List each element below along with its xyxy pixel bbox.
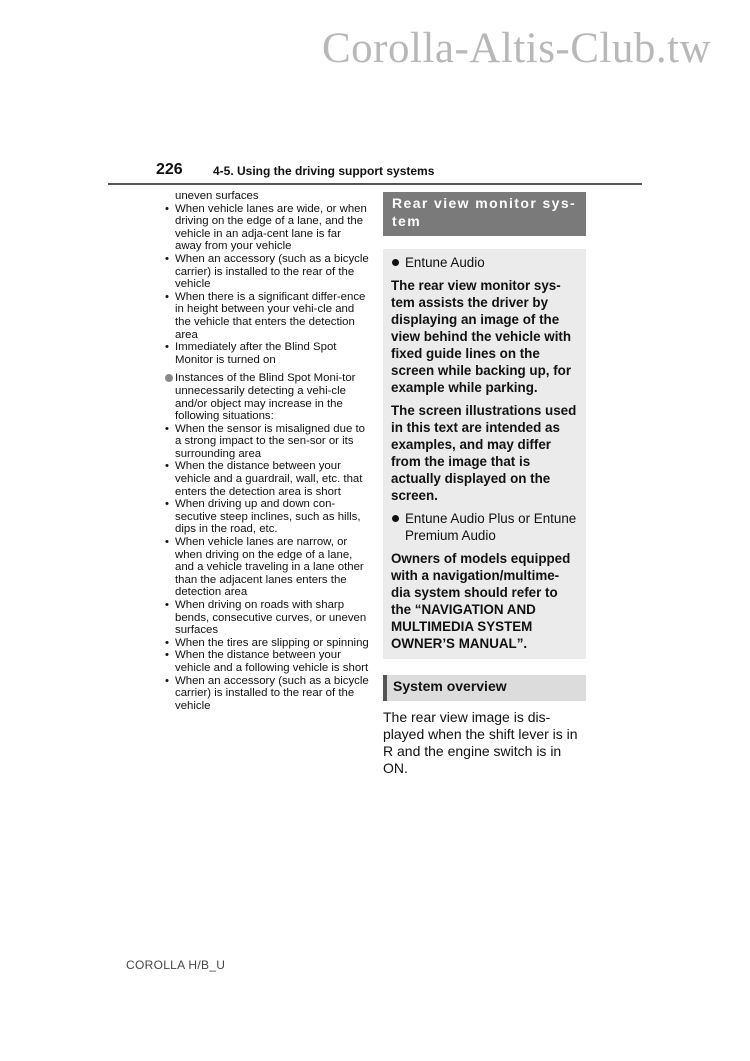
list-item: • When vehicle lanes are wide, or when driving on the edge of a lane, and the vehicle in an adja-cent lane is far away from your vehicle	[164, 203, 370, 253]
right-column	[383, 192, 586, 777]
list-item: • Immediately after the Blind Spot Monitor is turned on	[164, 341, 370, 366]
watermark: Corolla-Altis-Club.tw	[322, 25, 712, 72]
circle-bullet-icon	[165, 374, 173, 382]
section-heading: Rear view monitor sys-tem	[383, 192, 586, 236]
continuation-text: uneven surfaces	[175, 190, 259, 202]
reference-paragraph: Owners of models equipped with a navigation/multime-dia system should refer to the “NAVIGATION AND MULTIMEDIA SYSTEM OWNER’S MANUAL”.	[391, 551, 571, 651]
left-column	[164, 190, 370, 712]
list-item: • When there is a significant differ-ence in height between your vehi-cle and the vehicle that enters the detection area	[164, 291, 370, 341]
list-item: • When the distance between your vehicle and a following vehicle is short	[164, 649, 370, 674]
section-title: 4-5. Using the driving support systems	[213, 164, 435, 178]
list-item: • When the sensor is misaligned due to a strong impact to the sen-sor or its surrounding area	[164, 423, 370, 461]
circle-item-text: Instances of the Blind Spot Moni-tor unnecessarily detecting a vehi-cle and/or object may increase in the following situations:	[175, 372, 356, 423]
list-item: • When vehicle lanes are narrow, or when driving on the edge of a lane, and a vehicle traveling in a lane other than the adjacent lanes enters the detection area	[164, 536, 370, 599]
bullet-list-a	[164, 203, 370, 367]
list-item: • When an accessory (such as a bicycle carrier) is installed to the rear of the vehicle	[164, 675, 370, 713]
list-item: • When the tires are slipping or spinning	[164, 637, 370, 650]
list-item: • When the distance between your vehicle and a guardrail, wall, etc. that enters the detection area is short	[164, 460, 370, 498]
list-item: • When driving on roads with sharp bends, consecutive curves, or uneven surfaces	[164, 599, 370, 637]
list-item: • When an accessory (such as a bicycle carrier) is installed to the rear of the vehicle	[164, 253, 370, 291]
audio-type-item: Entune Audio Plus or Entune Premium Audio	[391, 510, 578, 544]
description-paragraph: The rear view monitor sys-tem assists the driver by displaying an image of the view behind the vehicle with fixed guide lines on the screen while backing up, for example while parking.	[391, 278, 572, 395]
audio-type-item: Entune Audio	[391, 254, 578, 271]
subsection-heading: System overview	[383, 675, 586, 701]
note-paragraph: The screen illustrations used in this text are intended as examples, and may differ from the image that is actually displayed on the screen.	[391, 403, 577, 503]
page-header	[108, 161, 642, 185]
page-number: 226	[156, 161, 183, 178]
list-item: • When driving up and down con-secutive steep inclines, such as hills, dips in the road, etc.	[164, 498, 370, 536]
info-box	[383, 249, 586, 659]
body-paragraph: The rear view image is dis-played when the shift lever is in R and the engine switch is in ON.	[383, 709, 578, 776]
bullet-list-b	[164, 423, 370, 713]
page-footer: COROLLA H/B_U	[126, 958, 226, 972]
circle-item	[164, 372, 370, 422]
